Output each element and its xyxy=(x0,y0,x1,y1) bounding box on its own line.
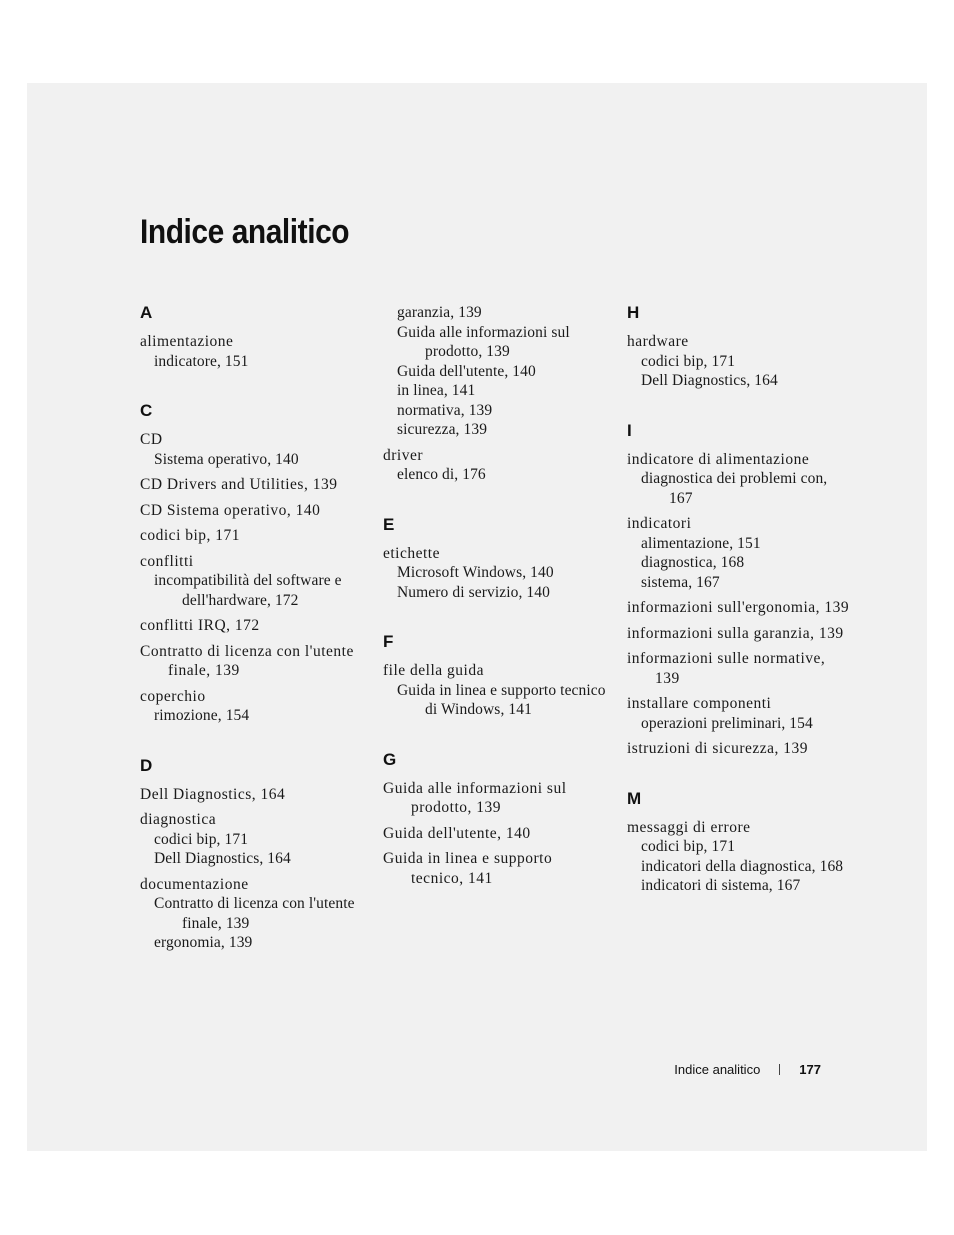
index-entry xyxy=(140,785,365,805)
page-title: Indice analitico xyxy=(140,213,350,251)
section-letter: C xyxy=(140,401,153,420)
entry-term: installare componenti xyxy=(627,695,772,712)
entry-subterm: Guida in linea e supporto tecnico di Windows, 141 xyxy=(397,681,606,718)
entry-term: alimentazione xyxy=(140,333,234,350)
entry-subterm: rimozione, 154 xyxy=(154,707,250,724)
entry-term: Guida in linea e supporto tecnico, 141 xyxy=(383,850,553,887)
index-section xyxy=(140,756,365,953)
entry-term: hardware xyxy=(627,333,689,350)
footer-separator xyxy=(779,1064,780,1075)
index-entry xyxy=(627,598,852,618)
index-section xyxy=(383,515,608,603)
entry-subterm: indicatori di sistema, 167 xyxy=(641,877,801,894)
index-entry xyxy=(627,649,852,688)
index-entry xyxy=(140,552,365,611)
entry-subterm: elenco di, 176 xyxy=(397,466,486,483)
entry-term: Guida alle informazioni sul prodotto, 139 xyxy=(383,779,567,816)
section-letter: M xyxy=(627,788,642,808)
index-entry xyxy=(140,430,365,469)
entry-term: diagnostica xyxy=(140,811,217,828)
entry-term: codici bip, 171 xyxy=(140,527,241,544)
index-entry xyxy=(383,446,608,485)
entry-term: informazioni sulle normative, 139 xyxy=(627,650,826,687)
entry-term: Contratto di licenza con l'utente finale, 139 xyxy=(140,642,354,679)
index-entry xyxy=(140,475,365,495)
entry-subterm: normativa, 139 xyxy=(397,401,493,419)
index-column-1 xyxy=(140,303,365,983)
entry-subterm: Dell Diagnostics, 164 xyxy=(154,850,291,867)
index-section xyxy=(627,303,852,391)
page-footer xyxy=(674,1062,821,1077)
index-entry xyxy=(140,332,365,371)
index-column-3 xyxy=(627,303,852,926)
entry-term: CD Sistema operativo, 140 xyxy=(140,501,321,519)
entry-subterm: diagnostica dei problemi con, 167 xyxy=(641,470,828,507)
entry-term: CD xyxy=(140,431,163,448)
index-entry xyxy=(140,875,365,953)
entry-term: messaggi di errore xyxy=(627,818,751,836)
entry-subterm: Dell Diagnostics, 164 xyxy=(641,372,778,389)
entry-term: istruzioni di sicurezza, 139 xyxy=(627,740,809,757)
entry-term: driver xyxy=(383,446,424,464)
section-letter: D xyxy=(140,755,153,775)
entry-subterm: Numero di servizio, 140 xyxy=(397,583,550,601)
entry-term: CD Drivers and Utilities, 139 xyxy=(140,476,338,493)
entry-term: indicatori xyxy=(627,515,692,532)
entry-subterm: alimentazione, 151 xyxy=(641,534,761,552)
index-entry xyxy=(627,739,852,759)
index-entry xyxy=(627,332,852,391)
footer-section-title: Indice analitico xyxy=(674,1062,761,1077)
index-entry xyxy=(140,687,365,726)
entry-term: coperchio xyxy=(140,687,206,705)
index-entry xyxy=(383,824,608,844)
entry-subterm: in linea, 141 xyxy=(397,382,476,399)
index-entry xyxy=(140,642,365,681)
entry-subterm: codici bip, 171 xyxy=(154,830,249,848)
index-entry xyxy=(140,526,365,546)
index-entry xyxy=(383,779,608,818)
entry-subterm: indicatore, 151 xyxy=(154,352,249,370)
entry-subterm: Guida alle informazioni sul prodotto, 139 xyxy=(397,323,570,360)
entry-subterm: codici bip, 171 xyxy=(641,838,736,855)
entry-term: file della guida xyxy=(383,662,484,679)
index-entry xyxy=(627,514,852,592)
index-entry xyxy=(627,818,852,896)
entry-subterm: Guida dell'utente, 140 xyxy=(397,362,536,380)
entry-subterm: diagnostica, 168 xyxy=(641,554,745,571)
entry-term: conflitti xyxy=(140,552,194,570)
entry-subterm: operazioni preliminari, 154 xyxy=(641,714,813,732)
entry-subterm: Contratto di licenza con l'utente finale, 139 xyxy=(154,895,355,932)
index-entry xyxy=(383,661,608,720)
index-section xyxy=(627,421,852,759)
entry-subterm: garanzia, 139 xyxy=(397,304,482,321)
section-letter: G xyxy=(383,749,397,769)
index-section xyxy=(140,401,365,726)
entry-term: Guida dell'utente, 140 xyxy=(383,824,531,842)
entry-term: informazioni sulla garanzia, 139 xyxy=(627,624,844,642)
entry-subterm: codici bip, 171 xyxy=(641,352,736,370)
entry-term: indicatore di alimentazione xyxy=(627,450,810,468)
entry-subterm: incompatibilità del software e dell'hardware, 172 xyxy=(154,572,342,609)
entry-subterm: ergonomia, 139 xyxy=(154,934,253,951)
entry-term: Dell Diagnostics, 164 xyxy=(140,785,286,803)
index-entry xyxy=(627,450,852,509)
index-section xyxy=(140,303,365,371)
index-column-2 xyxy=(383,303,608,918)
entry-term: conflitti IRQ, 172 xyxy=(140,617,260,634)
index-entry xyxy=(383,303,608,440)
section-letter: H xyxy=(627,303,640,322)
index-section xyxy=(383,303,608,485)
entry-term: etichette xyxy=(383,544,440,562)
index-entry xyxy=(383,849,608,888)
entry-term: informazioni sull'ergonomia, 139 xyxy=(627,599,850,616)
entry-subterm: Sistema operativo, 140 xyxy=(154,450,299,468)
index-entry xyxy=(140,810,365,869)
entry-subterm: indicatori della diagnostica, 168 xyxy=(641,857,844,875)
entry-subterm: sicurezza, 139 xyxy=(397,421,488,438)
section-letter: E xyxy=(383,514,395,534)
index-section xyxy=(383,750,608,889)
index-entry xyxy=(627,694,852,733)
entry-subterm: sistema, 167 xyxy=(641,573,720,591)
section-letter: A xyxy=(140,303,153,322)
page-number: 177 xyxy=(799,1062,821,1077)
index-section xyxy=(627,789,852,896)
section-letter: I xyxy=(627,420,632,440)
index-entry xyxy=(140,501,365,521)
entry-term: documentazione xyxy=(140,875,249,893)
section-letter: F xyxy=(383,632,394,651)
index-section xyxy=(383,632,608,720)
index-entry xyxy=(627,624,852,644)
index-entry xyxy=(383,544,608,603)
index-entry xyxy=(140,616,365,636)
entry-subterm: Microsoft Windows, 140 xyxy=(397,564,554,581)
